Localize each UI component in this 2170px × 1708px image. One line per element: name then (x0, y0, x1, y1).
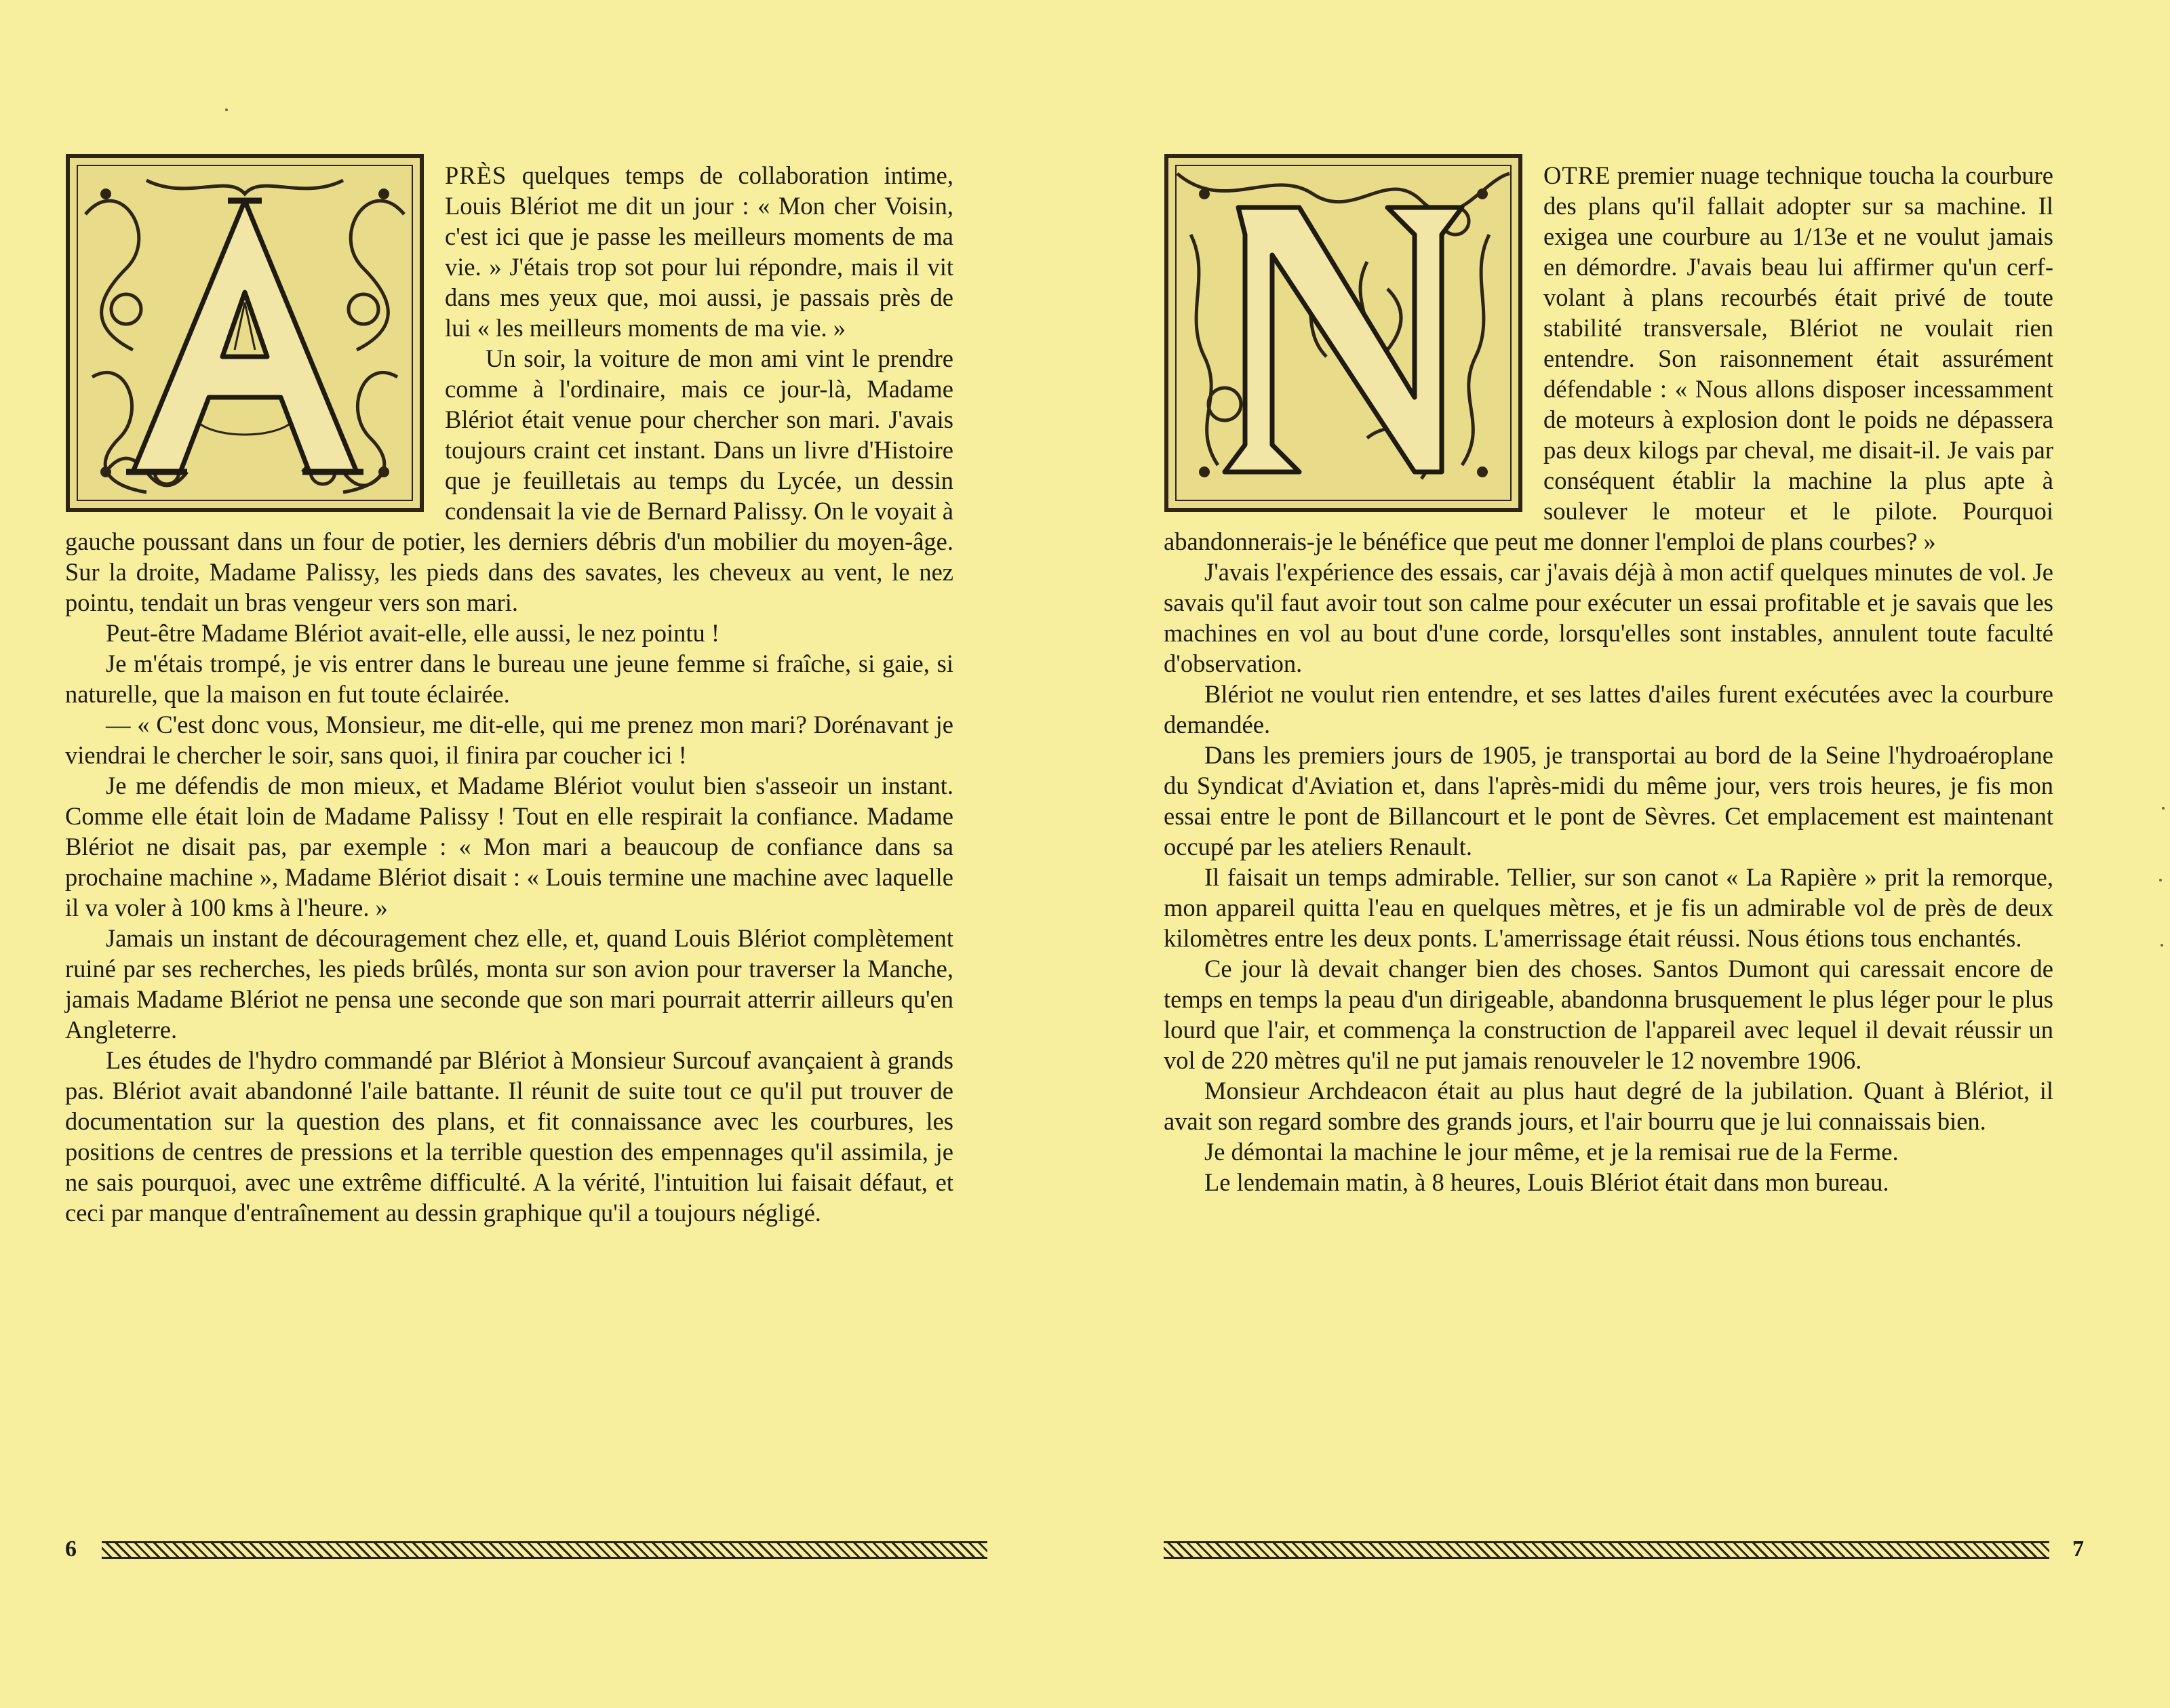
paper-speck (2162, 807, 2165, 810)
page-number-right: 7 (2072, 1536, 2084, 1562)
ornamental-initial-n-icon (1164, 153, 1523, 513)
right-paragraph-6: Ce jour là devait changer bien des choses. Santos Dumont qui caressait encore de temps en temps la peau d'un dirigeable, abandonna brusquement le plus léger pour le plus lourd que l'air, et commença la construction de l'appareil avec lequel il devait réussir un vol de 220 mètres qu'il ne put jamais renouveler le 12 novembre 1906. (1164, 955, 2053, 1074)
right-page-text (1164, 160, 2053, 1197)
right-paragraph-7: Monsieur Archdeacon était au plus haut degré de la jubilation. Quant à Blériot, il avait son regard sombre des grands jours, et l'air bourru que je lui connaissais bien. (1164, 1077, 2053, 1135)
left-paragraph-5: — « C'est donc vous, Monsieur, me dit-elle, qui me prenez mon mari? Dorénavant je viendrai le chercher le soir, sans quoi, il finira par coucher ici ! (65, 711, 953, 769)
ornamental-initial-a-icon (65, 153, 425, 513)
right-paragraph-2: J'avais l'expérience des essais, car j'avais déjà à mon actif quelques minutes de vol. Je savais qu'il faut avoir tout son calme pour exécuter un essai profitable et je savais que les machines en vol au bout d'une corde, lorsqu'elles sont instables, annulent toute faculté d'observation. (1164, 558, 2053, 677)
right-paragraph-9: Le lendemain matin, à 8 heures, Louis Blériot était dans mon bureau. (1204, 1168, 1889, 1196)
left-paragraph-7: Jamais un instant de découragement chez elle, et, quand Louis Blériot complètement ruiné par ses recherches, les pieds brûlés, monta sur son avion pour traverser la Manche, jamais Madame Blériot ne pensa une seconde que son mari pourrait atterrir ailleurs qu'en Angleterre. (65, 924, 953, 1044)
left-paragraph-4: Je m'étais trompé, je vis entrer dans le bureau une jeune femme si fraîche, si gaie, si naturelle, que la maison en fut toute éclairée. (65, 650, 953, 708)
left-first-word: PRÈS (445, 161, 507, 189)
right-paragraph-1: premier nuage technique toucha la courbure des plans qu'il fallait adopter sur sa machine. Il exigea une courbure au 1/13e et ne voulut jamais en démordre. J'avais beau lui affirmer qu'un cerf-volant à plans recourbés était privé de toute stabilité transversale, Blériot ne voulait rien entendre. Son raisonnement était assurément défendable : « Nous allons disposer incessamment de moteurs à explosion dont le poids ne dépassera pas deux kilogs par cheval, me disait-il. Je vais par conséquent établir la machine la plus apte à soulever le moteur et le pilote. Pourquoi abandonnerais-je le bénéfice que peut me donner l'emploi de plans courbes? » (1164, 161, 2053, 555)
decorative-rule-right (1164, 1541, 2049, 1559)
left-paragraph-6: Je me défendis de mon mieux, et Madame Blériot voulut bien s'asseoir un instant. Comme elle était loin de Madame Palissy ! Tout en elle respirait la confiance. Madame Blériot ne disait pas, par exemple : « Mon mari a beaucoup de confiance dans sa prochaine machine », Madame Blériot disait : « Louis termine une machine avec laquelle il va voler à 100 kms à l'heure. » (65, 772, 953, 921)
right-paragraph-5: Il faisait un temps admirable. Tellier, sur son canot « La Rapière » prit la remorque, mon appareil quitta l'eau en quelques mètres, et je fis un admirable vol de près de deux kilomètres entre les deux ponts. L'amerrissage était réussi. Nous étions tous enchantés. (1164, 863, 2053, 952)
left-paragraph-8: Les études de l'hydro commandé par Blériot à Monsieur Surcouf avançaient à grands pas. Blériot avait abandonné l'aile battante. Il réunit de suite tout ce qu'il put trouver de documentation sur la question des plans, et fit connaissance avec les courbures, les positions de centres de pressions et la terrible question des empennages qu'il assimila, je ne sais pourquoi, avec une extrême difficulté. A la vérité, l'intuition lui faisait défaut, et ceci par manque d'entraînement au dessin graphique qu'il a toujours négligé. (65, 1046, 953, 1227)
right-paragraph-8: Je démontai la machine le jour même, et je la remisai rue de la Ferme. (1204, 1138, 1899, 1166)
left-paragraph-1: quelques temps de collaboration intime, Louis Blériot me dit un jour : « Mon cher Voisin, c'est ici que je passe les meilleurs moments de ma vie. » J'étais trop sot pour lui répondre, mais il vit dans mes yeux que, moi aussi, je passais près de lui « les meilleurs moments de ma vie. » (445, 161, 953, 342)
paper-speck (2159, 879, 2162, 881)
left-page-text (65, 160, 953, 1228)
right-first-word: OTRE (1543, 161, 1611, 189)
paper-speck (2161, 944, 2163, 947)
decorative-rule-left (102, 1541, 987, 1559)
left-paragraph-3: Peut-être Madame Blériot avait-elle, elle aussi, le nez pointu ! (106, 619, 720, 647)
right-page (1085, 0, 2170, 1708)
page-number-left: 6 (65, 1536, 77, 1562)
left-paragraph-2: Un soir, la voiture de mon ami vint le prendre comme à l'ordinaire, mais ce jour-là, Madame Blériot était venue pour chercher son mari. J'avais toujours craint cet instant. Dans un livre d'Histoire que je feuilletais au temps du Lycée, un dessin condensait la vie de Bernard Palissy. On le voyait à gauche poussant dans un four de potier, les derniers débris d'un mobilier du moyen-âge. Sur la droite, Madame Palissy, les pieds dans des savates, les cheveux au vent, le nez pointu, tendait un bras vengeur vers son mari. (65, 344, 953, 616)
right-paragraph-3: Blériot ne voulut rien entendre, et ses lattes d'ailes furent exécutées avec la courbure demandée. (1164, 680, 2053, 738)
right-paragraph-4: Dans les premiers jours de 1905, je transportai au bord de la Seine l'hydroaéroplane du Syndicat d'Aviation et, dans l'après-midi du même jour, vers trois heures, je fis mon essai entre le pont de Billancourt et le pont de Sèvres. Cet emplacement est maintenant occupé par les ateliers Renault. (1164, 741, 2053, 860)
paper-speck (225, 108, 228, 111)
